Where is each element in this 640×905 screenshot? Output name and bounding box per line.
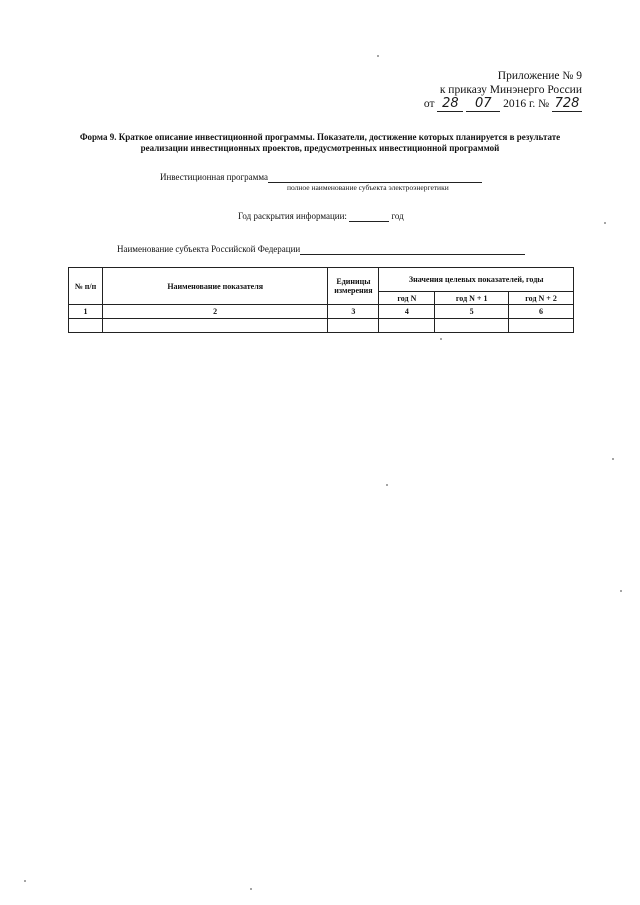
scan-speck — [250, 888, 252, 890]
empty-cell — [102, 319, 328, 333]
indicators-table — [68, 267, 574, 333]
order-date-line — [422, 97, 582, 112]
col-number-cell: 3 — [328, 305, 379, 319]
region-blank — [300, 245, 525, 255]
investment-program-blank — [268, 173, 482, 183]
disclosure-year-blank — [349, 212, 389, 222]
investment-program-field — [160, 172, 482, 183]
col-number-cell: 5 — [435, 305, 509, 319]
table-row-empty — [69, 319, 574, 333]
disclosure-year-field — [238, 211, 404, 222]
table-row-numbers — [69, 305, 574, 319]
col-number-cell: 1 — [69, 305, 103, 319]
empty-cell — [328, 319, 379, 333]
scan-speck — [612, 458, 614, 460]
scan-speck — [377, 55, 379, 57]
order-reference: к приказу Минэнерго России — [439, 84, 582, 96]
empty-cell — [509, 319, 574, 333]
header-year-n2: год N + 2 — [509, 292, 574, 305]
scan-speck — [386, 484, 388, 486]
scan-speck — [24, 880, 26, 882]
scan-speck — [620, 590, 622, 592]
region-label: Наименование субъекта Российской Федерации — [117, 244, 301, 254]
header-indicator-name: Наименование показателя — [102, 268, 328, 305]
year-text: 2016 г. № — [503, 98, 550, 110]
date-prefix: от — [423, 98, 435, 110]
investment-program-label: Инвестиционная программа — [160, 172, 268, 182]
appendix-label: Приложение № 9 — [497, 70, 582, 82]
disclosure-year-label: Год раскрытия информации: — [238, 211, 347, 221]
col-number-cell: 6 — [509, 305, 574, 319]
appendix-block — [422, 69, 582, 112]
empty-cell — [69, 319, 103, 333]
col-number-cell: 2 — [102, 305, 328, 319]
empty-cell — [435, 319, 509, 333]
region-field — [117, 244, 525, 255]
scan-speck — [440, 338, 442, 340]
header-year-n1: год N + 1 — [435, 292, 509, 305]
header-target-values: Значения целевых показателей, годы — [379, 268, 574, 292]
handwritten-day: 28 — [437, 97, 463, 112]
empty-cell — [379, 319, 435, 333]
handwritten-order-number: 728 — [552, 97, 582, 112]
handwritten-month: 07 — [466, 97, 500, 112]
scan-speck — [604, 222, 606, 224]
form-title: Форма 9. Краткое описание инвестиционной программы. Показатели, достижение которых планируется в результате реализации инвестиционных проектов, предусмотренных инвестиционной программой — [79, 132, 561, 153]
col-number-cell: 4 — [379, 305, 435, 319]
header-year-n: год N — [379, 292, 435, 305]
header-unit: Единицы измерения — [328, 268, 379, 305]
disclosure-year-suffix: год — [391, 211, 404, 221]
investment-program-caption: полное наименование субъекта электроэнергетики — [287, 183, 449, 192]
header-no: № п/п — [69, 268, 103, 305]
